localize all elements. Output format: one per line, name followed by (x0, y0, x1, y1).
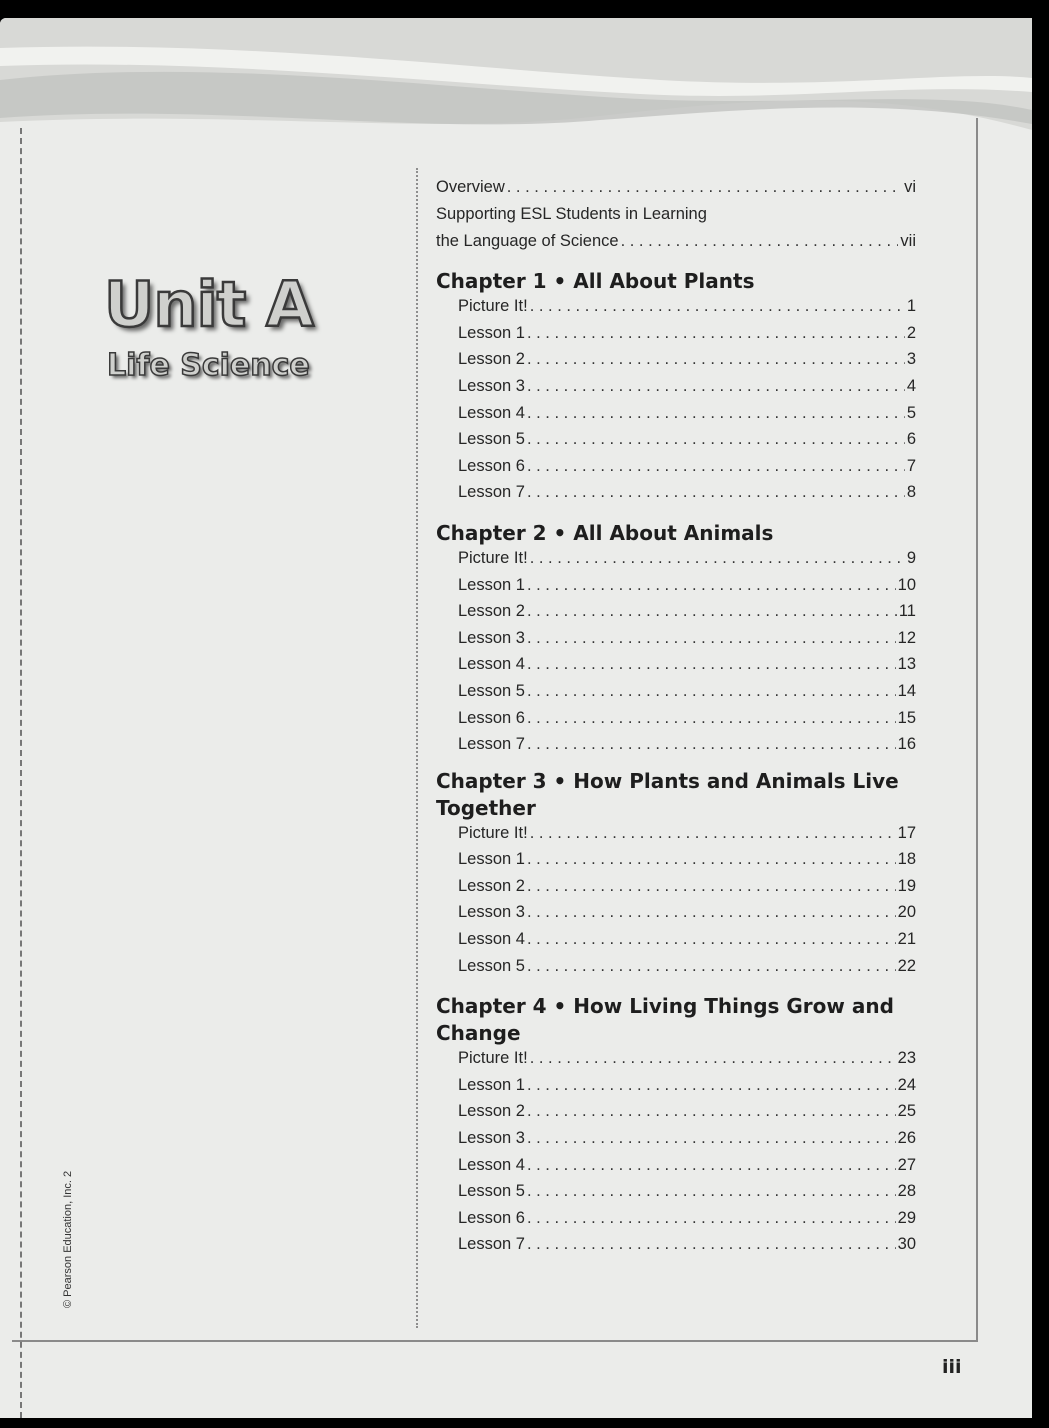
chapter-heading: Chapter 3 • How Plants and Animals Live Together (436, 768, 899, 820)
toc-entry-page: 14 (897, 681, 916, 700)
toc-entry-label: Lesson 5 (458, 956, 525, 975)
toc-entry-page: 16 (897, 735, 916, 754)
toc-entry-label: Overview (436, 178, 505, 196)
toc-entry-label: Lesson 7 (458, 735, 525, 754)
toc-entry-label: Picture It! (458, 823, 528, 842)
book-page (0, 18, 1032, 1418)
toc-entry-label: Lesson 5 (458, 430, 525, 449)
toc-entry-page: 28 (897, 1182, 916, 1201)
toc-entry-label: Lesson 3 (458, 1129, 525, 1148)
leader-dots (527, 930, 896, 949)
toc-entry-label: Lesson 4 (458, 403, 525, 422)
toc-entry-label: Picture It! (458, 1049, 528, 1068)
leader-dots (527, 1076, 896, 1095)
toc-entry (436, 655, 916, 682)
toc-entry (436, 735, 916, 762)
toc-entry-page: vii (900, 231, 916, 250)
toc-entry-page: 29 (897, 1208, 916, 1227)
toc-entry-page: 19 (897, 876, 916, 895)
toc-entry-label: Lesson 1 (458, 323, 525, 342)
table-of-contents (436, 178, 916, 1262)
toc-entry-page: 12 (897, 628, 916, 647)
toc-entry (436, 709, 916, 736)
toc-entry-page: 3 (906, 350, 916, 369)
toc-entry (436, 850, 916, 877)
toc-entry (436, 1156, 916, 1183)
leader-dots (527, 877, 896, 896)
toc-entry-page: 18 (897, 850, 916, 869)
toc-entry-page: 21 (897, 930, 916, 949)
toc-entry (436, 629, 916, 656)
chapter-list (436, 268, 916, 1262)
leader-dots (527, 1102, 896, 1121)
leader-dots (527, 576, 896, 595)
copyright-notice: © Pearson Education, Inc. 2 (62, 1170, 74, 1308)
toc-entry (436, 1102, 916, 1129)
toc-entry (436, 602, 916, 629)
toc-entry-page: 11 (898, 602, 916, 621)
toc-entry (436, 430, 916, 457)
toc-entry-page: 30 (897, 1235, 916, 1254)
toc-entry (436, 877, 916, 904)
toc-entry (436, 297, 916, 324)
toc-entry-label: Lesson 4 (458, 655, 525, 674)
chapter-heading: Chapter 1 • All About Plants (436, 269, 755, 294)
leader-dots (530, 1049, 896, 1068)
toc-entry-label: Lesson 3 (458, 376, 525, 395)
toc-entry (436, 576, 916, 603)
toc-entry-page: 20 (897, 903, 916, 922)
leader-dots (527, 1156, 896, 1175)
toc-entry-label: Lesson 6 (458, 456, 525, 475)
toc-entry (436, 1182, 916, 1209)
toc-entry-page: 1 (906, 297, 916, 316)
leader-dots (527, 1209, 896, 1228)
toc-entry (436, 324, 916, 351)
leader-dots (530, 824, 896, 843)
toc-entry-page: 10 (897, 575, 916, 594)
toc-entry (436, 1076, 916, 1103)
toc-entry-page: 23 (897, 1049, 916, 1068)
toc-entry-label: Lesson 2 (458, 602, 525, 621)
leader-dots (527, 430, 905, 449)
toc-entry-label: Lesson 1 (458, 575, 525, 594)
leader-dots (621, 232, 899, 251)
toc-entry-label: Lesson 2 (458, 350, 525, 369)
chapter-heading: Chapter 4 • How Living Things Grow and Change (436, 994, 894, 1046)
toc-entry-label: Lesson 6 (458, 1208, 525, 1227)
leader-dots (527, 457, 905, 476)
toc-entry-page: 24 (897, 1075, 916, 1094)
leader-dots (527, 655, 896, 674)
toc-entry-label: Lesson 1 (458, 850, 525, 869)
toc-entry-esl-line1: Supporting ESL Students in Learning (436, 204, 707, 223)
toc-entry-label: Lesson 5 (458, 681, 525, 700)
leader-dots (527, 483, 905, 502)
toc-entry-label: Lesson 3 (458, 903, 525, 922)
toc-entry-page: 22 (897, 956, 916, 975)
toc-entry (436, 824, 916, 851)
leader-dots (527, 404, 905, 423)
toc-entry-page: 5 (906, 403, 916, 422)
toc-entry-label: the Language of Science (436, 231, 619, 250)
toc-entry-label: Lesson 7 (458, 1235, 525, 1254)
toc-entry (436, 930, 916, 957)
leader-dots (507, 178, 902, 197)
toc-entry-page: 17 (897, 823, 916, 842)
toc-entry-page: 4 (906, 376, 916, 395)
leader-dots (527, 602, 897, 621)
toc-entry-page: vi (904, 178, 916, 196)
toc-entry (436, 404, 916, 431)
toc-entry (436, 350, 916, 377)
leader-dots (527, 682, 896, 701)
leader-dots (527, 1182, 896, 1201)
leader-dots (530, 297, 905, 316)
toc-entry-page: 8 (906, 483, 916, 502)
toc-entry (436, 483, 916, 510)
unit-subtitle: Life Science (107, 348, 310, 383)
toc-entry-label: Lesson 7 (458, 483, 525, 502)
toc-entry-label: Lesson 2 (458, 876, 525, 895)
toc-entry-page: 13 (897, 655, 916, 674)
left-dashed-line (20, 128, 22, 1418)
toc-entry (436, 457, 916, 484)
toc-entry-page: 2 (906, 323, 916, 342)
toc-entry (436, 682, 916, 709)
toc-entry-page: 9 (906, 548, 916, 567)
toc-entry (436, 903, 916, 930)
toc-entry-label: Lesson 4 (458, 930, 525, 949)
leader-dots (527, 629, 896, 648)
toc-entry-label: Lesson 2 (458, 1102, 525, 1121)
toc-entry (436, 377, 916, 404)
leader-dots (527, 903, 896, 922)
leader-dots (527, 377, 905, 396)
toc-entry-page: 27 (897, 1155, 916, 1174)
column-divider (416, 168, 418, 1328)
toc-entry-esl (436, 232, 916, 259)
leader-dots (527, 324, 905, 343)
toc-entry-label: Lesson 3 (458, 628, 525, 647)
toc-entry-label: Picture It! (458, 548, 528, 567)
leader-dots (530, 549, 905, 568)
page-number: iii (942, 1356, 962, 1378)
toc-entry-overview (436, 178, 916, 205)
unit-title: Unit A (104, 268, 313, 341)
toc-entry-page: 7 (906, 456, 916, 475)
toc-entry-page: 25 (897, 1102, 916, 1121)
chapter-heading: Chapter 2 • All About Animals (436, 520, 774, 545)
toc-entry (436, 1209, 916, 1236)
toc-entry-label: Lesson 1 (458, 1075, 525, 1094)
leader-dots (527, 350, 905, 369)
toc-entry (436, 1235, 916, 1262)
leader-dots (527, 957, 896, 976)
toc-entry-label: Lesson 5 (458, 1182, 525, 1201)
toc-entry (436, 957, 916, 984)
toc-entry-page: 15 (897, 708, 916, 727)
leader-dots (527, 850, 896, 869)
leader-dots (527, 1235, 896, 1254)
toc-entry (436, 1129, 916, 1156)
toc-entry-label: Picture It! (458, 297, 528, 316)
toc-entry-label: Lesson 6 (458, 708, 525, 727)
toc-entry-page: 26 (897, 1129, 916, 1148)
leader-dots (527, 735, 896, 754)
leader-dots (527, 1129, 896, 1148)
leader-dots (527, 709, 896, 728)
toc-entry (436, 549, 916, 576)
toc-entry (436, 1049, 916, 1076)
toc-entry-page: 6 (906, 430, 916, 449)
toc-entry-label: Lesson 4 (458, 1155, 525, 1174)
